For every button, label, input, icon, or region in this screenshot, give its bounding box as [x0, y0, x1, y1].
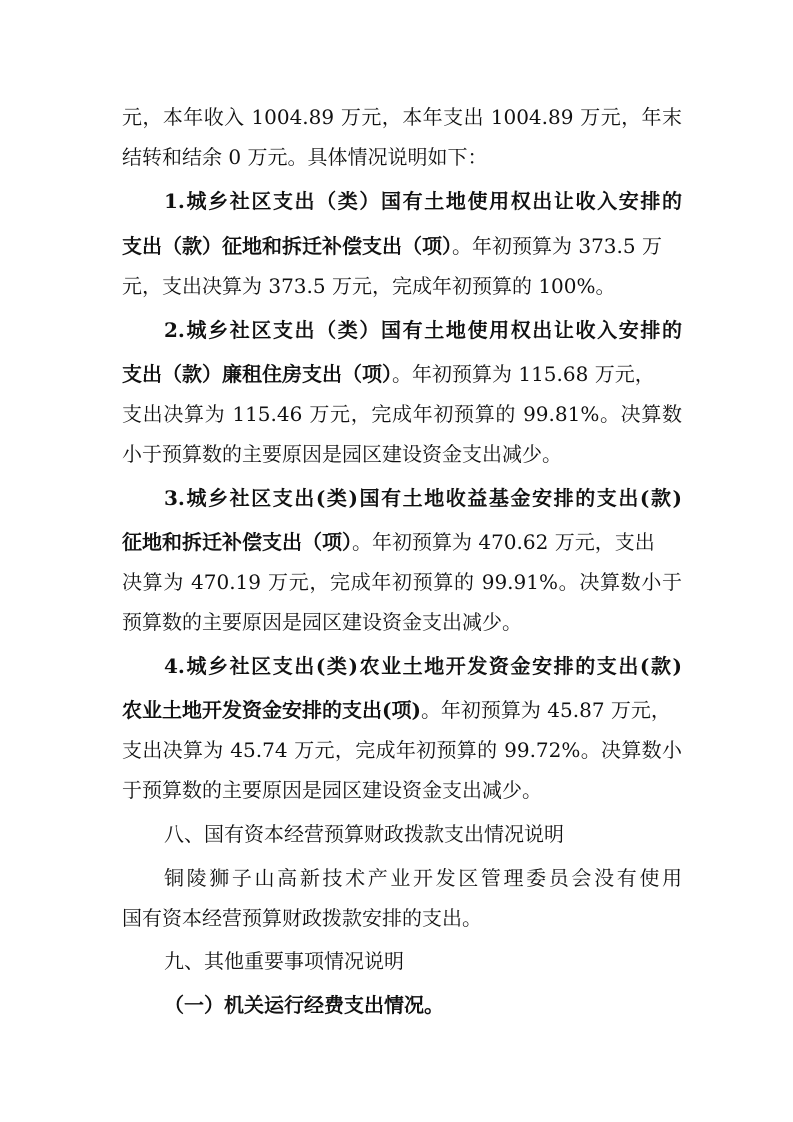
item-2-line-2	[122, 354, 682, 394]
item-2-line-3: 支出决算为 115.46 万元，完成年初预算的 99.81%。决算数	[122, 402, 682, 426]
item-3-line-2	[122, 522, 682, 562]
item-2-line-4: 小于预算数的主要原因是园区建设资金支出减少。	[122, 442, 562, 466]
item-4-title-line-2: 农业土地开发资金安排的支出(项)	[122, 698, 421, 722]
item-4-budget-text: 。年初预算为 45.87 万元，	[420, 698, 671, 722]
section-9-heading: 九、其他重要事项情况说明	[164, 949, 404, 973]
item-1-title-line-2: 支出（款）征地和拆迁补偿支出（项）	[122, 234, 452, 258]
item-4-line-2	[122, 690, 682, 730]
item-3-line-4: 预算数的主要原因是园区建设资金支出减少。	[122, 610, 522, 634]
item-3-title-line-1: 3.城乡社区支出(类)国有土地收益基金安排的支出(款)	[164, 486, 682, 510]
item-3-line-3: 决算为 470.19 万元，完成年初预算的 99.91%。决算数小于	[122, 570, 682, 594]
intro-line-1: 元，本年收入 1004.89 万元，本年支出 1004.89 万元，年末	[122, 105, 682, 129]
item-3-title-line-2: 征地和拆迁补偿支出（项）	[122, 530, 352, 554]
item-4-line-3: 支出决算为 45.74 万元，完成年初预算的 99.72%。决算数小	[122, 738, 682, 762]
section-8-line-2: 国有资本经营预算财政拨款安排的支出。	[122, 906, 482, 930]
item-3-budget-text: 。年初预算为 470.62 万元，支出	[352, 530, 655, 554]
item-1-budget-text: 。年初预算为 373.5 万	[452, 234, 662, 258]
item-1-line-3: 元，支出决算为 373.5 万元，完成年初预算的 100%。	[122, 274, 616, 298]
item-1-title-line-1: 1.城乡社区支出（类）国有土地使用权出让收入安排的	[164, 189, 682, 213]
item-1-line-2	[122, 226, 682, 266]
item-2-title-line-1: 2.城乡社区支出（类）国有土地使用权出让收入安排的	[164, 318, 682, 342]
item-4-line-4: 于预算数的主要原因是园区建设资金支出减少。	[122, 778, 542, 802]
section-9-subheading-1: （一）机关运行经费支出情况。	[164, 993, 444, 1017]
item-4-title-line-1: 4.城乡社区支出(类)农业土地开发资金安排的支出(款)	[164, 654, 682, 678]
item-2-budget-text: 。年初预算为 115.68 万元，	[392, 362, 655, 386]
section-8-heading: 八、国有资本经营预算财政拨款支出情况说明	[164, 822, 564, 846]
intro-line-2: 结转和结余 0 万元。具体情况说明如下：	[122, 145, 488, 169]
item-2-title-line-2: 支出（款）廉租住房支出（项）	[122, 362, 392, 386]
section-8-line-1: 铜陵狮子山高新技术产业开发区管理委员会没有使用	[164, 866, 682, 890]
